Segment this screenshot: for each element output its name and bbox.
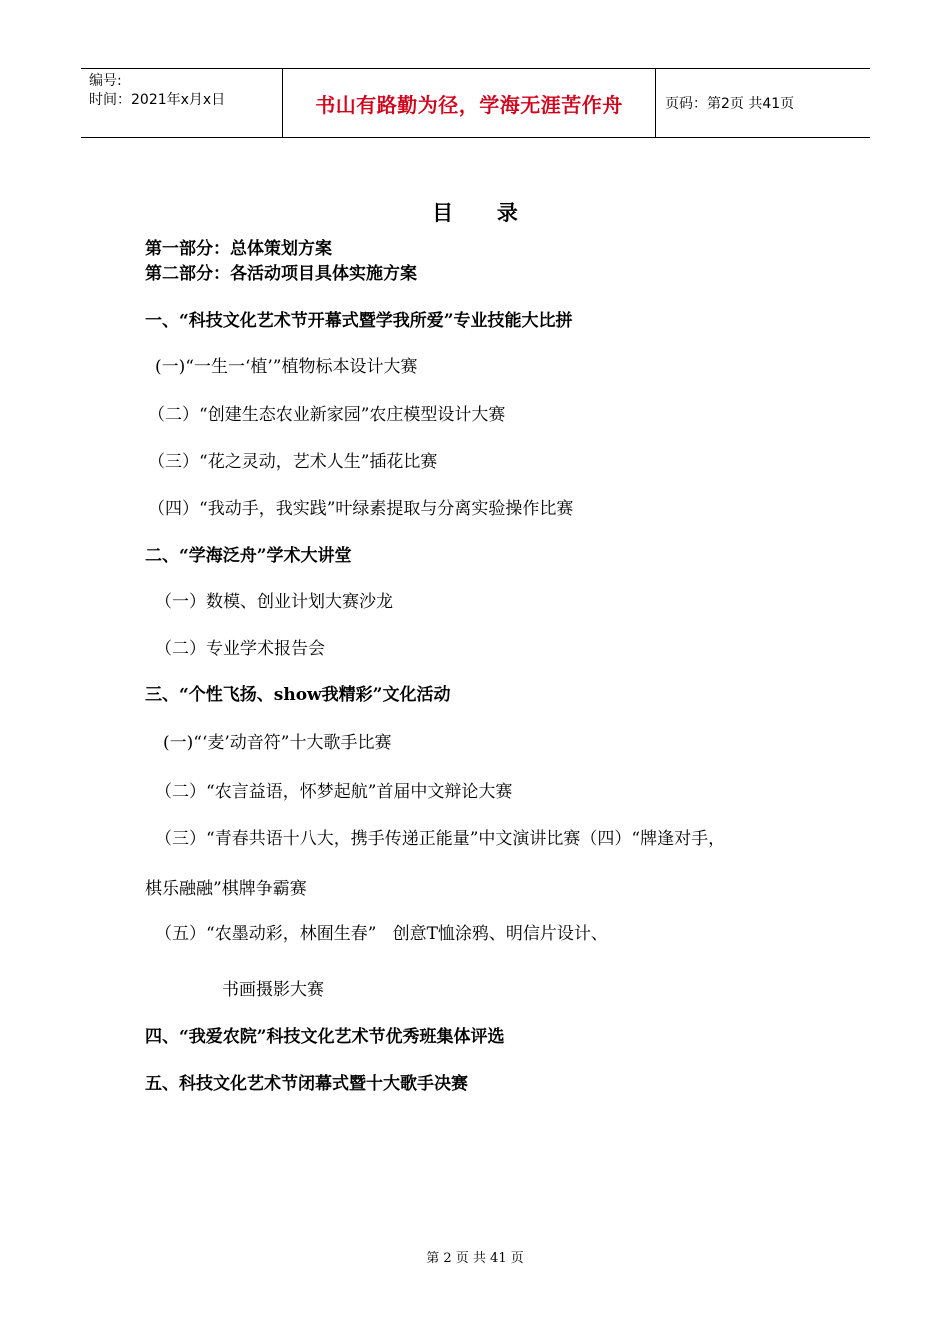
toc-line: 二、“学海泛舟”学术大讲堂 <box>145 546 352 566</box>
toc-line: （二）专业学术报告会 <box>155 639 325 659</box>
page-info: 页码：第2页 共41页 <box>665 96 795 112</box>
toc-line: 三、“个性飞扬、show我精彩”文化活动 <box>145 685 451 705</box>
toc-line: （四）“我动手，我实践”叶绿素提取与分离实验操作比赛 <box>148 499 574 519</box>
toc-line: 第一部分：总体策划方案 <box>145 239 332 259</box>
page-footer: 第 2 页 共 41 页 <box>426 1251 524 1266</box>
toc-line: （三）“青春共语十八大，携手传递正能量”中文演讲比赛（四）“牌逢对手， <box>155 829 726 849</box>
toc-line: (一)“‘麦’动音符”十大歌手比赛 <box>163 733 392 753</box>
toc-line: 四、“我爱农院”科技文化艺术节优秀班集体评选 <box>145 1027 505 1047</box>
number-label: 编号: <box>89 73 122 89</box>
toc-line: 五、科技文化艺术节闭幕式暨十大歌手决赛 <box>145 1074 468 1094</box>
toc-line: （五）“农墨动彩，林囿生春” 创意T恤涂鸦、明信片设计、 <box>155 924 608 944</box>
toc-line: (一)“一生一‘植’”植物标本设计大赛 <box>155 357 418 377</box>
header-left-cell <box>81 69 282 137</box>
toc-line: （一）数模、创业计划大赛沙龙 <box>155 592 393 612</box>
toc-line: 第二部分：各活动项目具体实施方案 <box>145 264 417 284</box>
toc-line: （二）“创建生态农业新家园”农庄模型设计大赛 <box>148 405 506 425</box>
toc-line: 棋乐融融”棋牌争霸赛 <box>145 879 307 899</box>
toc-title: 目 录 <box>432 200 518 225</box>
toc-line: 书画摄影大赛 <box>222 980 324 1000</box>
time-label: 时间：2021年x月x日 <box>89 92 226 108</box>
motto: 书山有路勤为径，学海无涯苦作舟 <box>282 69 656 137</box>
toc-line: （三）“花之灵动，艺术人生”插花比赛 <box>148 452 438 472</box>
page-header <box>81 68 870 138</box>
toc-line: （二）“农言益语，怀梦起航”首届中文辩论大赛 <box>155 782 513 802</box>
toc-line: 一、“科技文化艺术节开幕式暨学我所爱”专业技能大比拼 <box>145 311 573 331</box>
